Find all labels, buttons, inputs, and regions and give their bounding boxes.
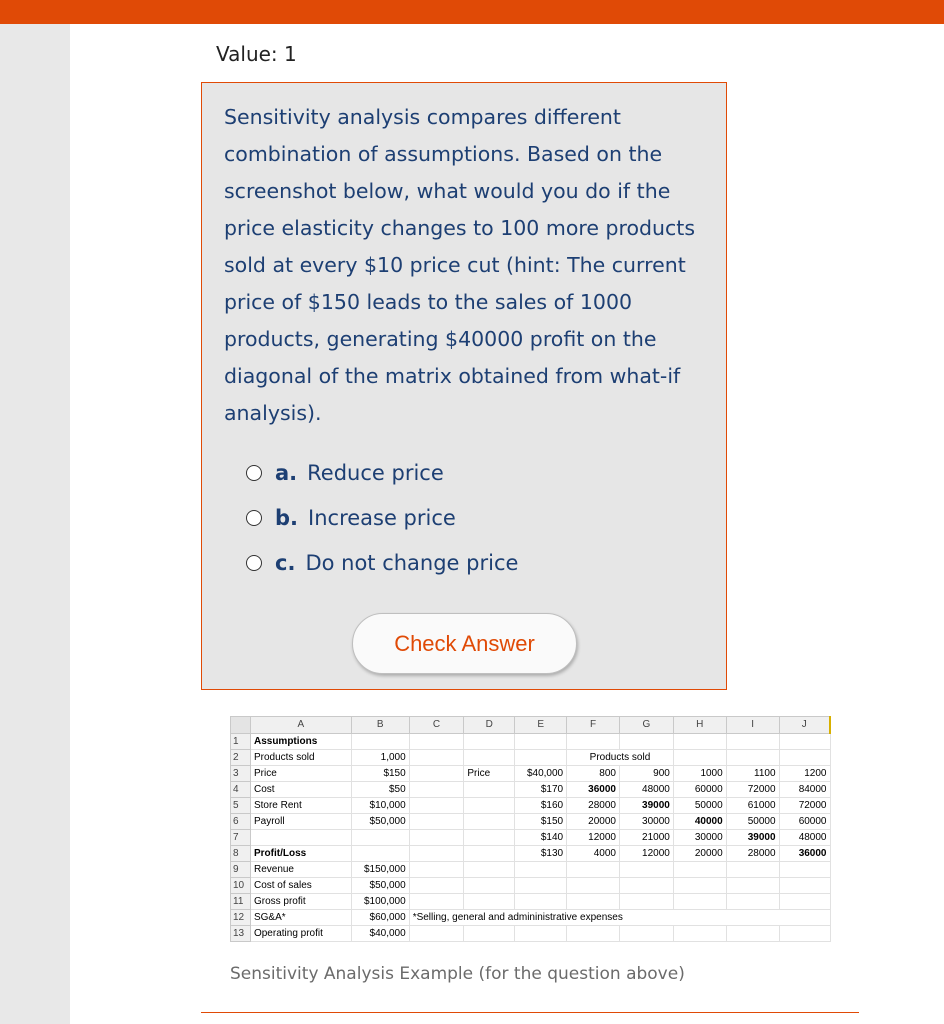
column-header: G xyxy=(619,717,673,734)
sheet-cell xyxy=(409,734,464,750)
sheet-cell: 12000 xyxy=(567,830,620,846)
sheet-cell: $50 xyxy=(351,782,409,798)
bottom-divider xyxy=(201,1012,859,1013)
check-answer-button[interactable]: Check Answer xyxy=(352,613,577,674)
figure-caption: Sensitivity Analysis Example (for the question above) xyxy=(230,964,685,984)
sheet-cell: 40000 xyxy=(673,814,726,830)
sheet-cell xyxy=(464,926,515,942)
sheet-cell xyxy=(673,862,726,878)
sheet-cell: Cost xyxy=(250,782,351,798)
sheet-cell xyxy=(619,894,673,910)
row-number: 1 xyxy=(231,734,251,750)
sheet-cell: 72000 xyxy=(779,798,830,814)
sheet-cell: SG&A* xyxy=(250,910,351,926)
sheet-cell: Profit/Loss xyxy=(250,846,351,862)
option-c-label: Do not change price xyxy=(305,551,519,575)
sheet-cell: 1000 xyxy=(673,766,726,782)
sheet-cell: $170 xyxy=(515,782,567,798)
sheet-row xyxy=(231,814,831,830)
sheet-cell: 50000 xyxy=(673,798,726,814)
sheet-cell: Cost of sales xyxy=(250,878,351,894)
sheet-cell xyxy=(409,846,464,862)
sheet-cell: 36000 xyxy=(567,782,620,798)
sheet-row xyxy=(231,734,831,750)
sheet-cell: 28000 xyxy=(567,798,620,814)
sheet-cell xyxy=(409,814,464,830)
row-number: 13 xyxy=(231,926,251,942)
sheet-cell xyxy=(779,734,830,750)
option-b-label: Increase price xyxy=(308,506,456,530)
sheet-cell: 60000 xyxy=(779,814,830,830)
sheet-cell xyxy=(619,734,673,750)
sheet-cell xyxy=(464,878,515,894)
sheet-row xyxy=(231,782,831,798)
sheet-cell: Operating profit xyxy=(250,926,351,942)
sheet-cell: $50,000 xyxy=(351,814,409,830)
sheet-row xyxy=(231,862,831,878)
sheet-row xyxy=(231,798,831,814)
sheet-corner-cell xyxy=(231,717,251,734)
sheet-cell: 61000 xyxy=(726,798,779,814)
sheet-cell: *Selling, general and admininistrative expenses xyxy=(409,910,830,926)
sheet-cell: 39000 xyxy=(726,830,779,846)
row-number: 10 xyxy=(231,878,251,894)
sheet-cell: Revenue xyxy=(250,862,351,878)
sheet-cell xyxy=(567,878,620,894)
sheet-row xyxy=(231,926,831,942)
question-value: Value: 1 xyxy=(216,42,297,66)
sheet-cell xyxy=(779,894,830,910)
radio-button-a[interactable] xyxy=(246,465,262,481)
sheet-cell xyxy=(409,878,464,894)
spreadsheet-table xyxy=(230,716,831,942)
sheet-cell: $160 xyxy=(515,798,567,814)
sheet-cell: 12000 xyxy=(619,846,673,862)
sheet-cell: $50,000 xyxy=(351,878,409,894)
sheet-cell: $150 xyxy=(351,766,409,782)
column-header: F xyxy=(567,717,620,734)
sheet-cell: 800 xyxy=(567,766,620,782)
sheet-cell xyxy=(779,862,830,878)
sheet-cell xyxy=(726,750,779,766)
row-number: 12 xyxy=(231,910,251,926)
option-b-letter: b. xyxy=(275,506,299,530)
column-header: B xyxy=(351,717,409,734)
row-number: 3 xyxy=(231,766,251,782)
sheet-row xyxy=(231,846,831,862)
sheet-cell xyxy=(409,782,464,798)
sheet-cell xyxy=(779,750,830,766)
column-header: C xyxy=(409,717,464,734)
sheet-cell xyxy=(409,766,464,782)
sheet-cell: 30000 xyxy=(619,814,673,830)
row-number: 9 xyxy=(231,862,251,878)
sheet-cell: 36000 xyxy=(779,846,830,862)
sheet-cell: Store Rent xyxy=(250,798,351,814)
sheet-cell: 30000 xyxy=(673,830,726,846)
sheet-cell xyxy=(464,830,515,846)
sheet-cell: Price xyxy=(464,766,515,782)
sheet-cell xyxy=(515,878,567,894)
sheet-cell xyxy=(515,734,567,750)
sheet-cell: Assumptions xyxy=(250,734,351,750)
sheet-cell xyxy=(464,814,515,830)
row-number: 4 xyxy=(231,782,251,798)
sheet-cell: 4000 xyxy=(567,846,620,862)
sheet-cell xyxy=(567,734,620,750)
sheet-cell xyxy=(464,750,515,766)
sheet-cell: $60,000 xyxy=(351,910,409,926)
sheet-cell: Gross profit xyxy=(250,894,351,910)
sheet-cell xyxy=(351,734,409,750)
sheet-cell xyxy=(673,878,726,894)
sheet-cell xyxy=(619,926,673,942)
sheet-cell: $150,000 xyxy=(351,862,409,878)
sheet-cell: 72000 xyxy=(726,782,779,798)
question-text: Sensitivity analysis compares different combination of assumptions. Based on the screenshot below, what would you do if the price elasticity changes to 100 more products sold at every $10 price cut (hint: The current price of $150 leads to the sales of 1000 products, generating $40000 profit on the diagonal of the matrix obtained from what-if analysis). xyxy=(224,105,695,425)
sheet-cell xyxy=(515,862,567,878)
column-header: H xyxy=(673,717,726,734)
sheet-cell: $40,000 xyxy=(515,766,567,782)
sheet-cell xyxy=(351,846,409,862)
row-number: 6 xyxy=(231,814,251,830)
sheet-row xyxy=(231,830,831,846)
column-header: J xyxy=(779,717,830,734)
sheet-row xyxy=(231,878,831,894)
sheet-cell: 48000 xyxy=(619,782,673,798)
sheet-cell xyxy=(779,926,830,942)
sheet-cell: $40,000 xyxy=(351,926,409,942)
sheet-cell xyxy=(250,830,351,846)
sheet-cell xyxy=(409,750,464,766)
spreadsheet-image xyxy=(230,716,831,944)
sheet-cell xyxy=(409,926,464,942)
sheet-cell: 900 xyxy=(619,766,673,782)
sheet-cell xyxy=(409,894,464,910)
sheet-cell xyxy=(779,878,830,894)
sheet-cell xyxy=(464,734,515,750)
sheet-cell xyxy=(726,734,779,750)
sheet-cell xyxy=(464,798,515,814)
sheet-cell xyxy=(409,830,464,846)
sheet-cell xyxy=(673,734,726,750)
option-a-letter: a. xyxy=(275,461,298,485)
sheet-cell xyxy=(726,894,779,910)
sheet-cell xyxy=(673,750,726,766)
sheet-cell xyxy=(726,862,779,878)
sheet-cell xyxy=(567,926,620,942)
sheet-cell xyxy=(619,878,673,894)
sheet-cell xyxy=(464,862,515,878)
sheet-cell xyxy=(409,862,464,878)
sheet-row xyxy=(231,894,831,910)
sheet-cell: $130 xyxy=(515,846,567,862)
column-header: I xyxy=(726,717,779,734)
sheet-cell xyxy=(464,782,515,798)
option-b[interactable] xyxy=(246,504,456,532)
sheet-cell: Products sold xyxy=(567,750,674,766)
sheet-cell: $150 xyxy=(515,814,567,830)
sheet-cell: Products sold xyxy=(250,750,351,766)
option-c[interactable] xyxy=(246,549,518,577)
column-header: E xyxy=(515,717,567,734)
sheet-row xyxy=(231,910,831,926)
column-header: A xyxy=(250,717,351,734)
sheet-cell xyxy=(515,894,567,910)
sheet-cell xyxy=(515,750,567,766)
sheet-cell: 84000 xyxy=(779,782,830,798)
sheet-cell: 1,000 xyxy=(351,750,409,766)
sheet-cell: 20000 xyxy=(567,814,620,830)
left-side-band xyxy=(0,24,70,1024)
sheet-cell: 1200 xyxy=(779,766,830,782)
sheet-cell xyxy=(673,894,726,910)
sheet-cell xyxy=(726,878,779,894)
sheet-row xyxy=(231,750,831,766)
sheet-cell xyxy=(673,926,726,942)
radio-button-b[interactable] xyxy=(246,510,262,526)
row-number: 5 xyxy=(231,798,251,814)
row-number: 8 xyxy=(231,846,251,862)
sheet-cell: Price xyxy=(250,766,351,782)
sheet-cell xyxy=(409,798,464,814)
row-number: 2 xyxy=(231,750,251,766)
sheet-cell: Payroll xyxy=(250,814,351,830)
option-c-letter: c. xyxy=(275,551,296,575)
sheet-cell xyxy=(351,830,409,846)
sheet-cell xyxy=(567,894,620,910)
radio-button-c[interactable] xyxy=(246,555,262,571)
top-accent-bar xyxy=(0,0,944,24)
sheet-cell: $100,000 xyxy=(351,894,409,910)
sheet-cell: 20000 xyxy=(673,846,726,862)
option-a[interactable] xyxy=(246,459,444,487)
sheet-cell xyxy=(515,926,567,942)
sheet-cell: 48000 xyxy=(779,830,830,846)
sheet-cell xyxy=(619,862,673,878)
sheet-cell: 39000 xyxy=(619,798,673,814)
question-box xyxy=(201,82,727,690)
column-header: D xyxy=(464,717,515,734)
sheet-cell xyxy=(464,846,515,862)
sheet-cell xyxy=(726,926,779,942)
sheet-cell: $10,000 xyxy=(351,798,409,814)
row-number: 7 xyxy=(231,830,251,846)
sheet-cell xyxy=(567,862,620,878)
sheet-cell: 21000 xyxy=(619,830,673,846)
sheet-cell: 28000 xyxy=(726,846,779,862)
sheet-cell: 60000 xyxy=(673,782,726,798)
sheet-cell xyxy=(464,894,515,910)
sheet-row xyxy=(231,766,831,782)
sheet-cell: 50000 xyxy=(726,814,779,830)
row-number: 11 xyxy=(231,894,251,910)
option-a-label: Reduce price xyxy=(307,461,444,485)
sheet-cell: 1100 xyxy=(726,766,779,782)
sheet-cell: $140 xyxy=(515,830,567,846)
